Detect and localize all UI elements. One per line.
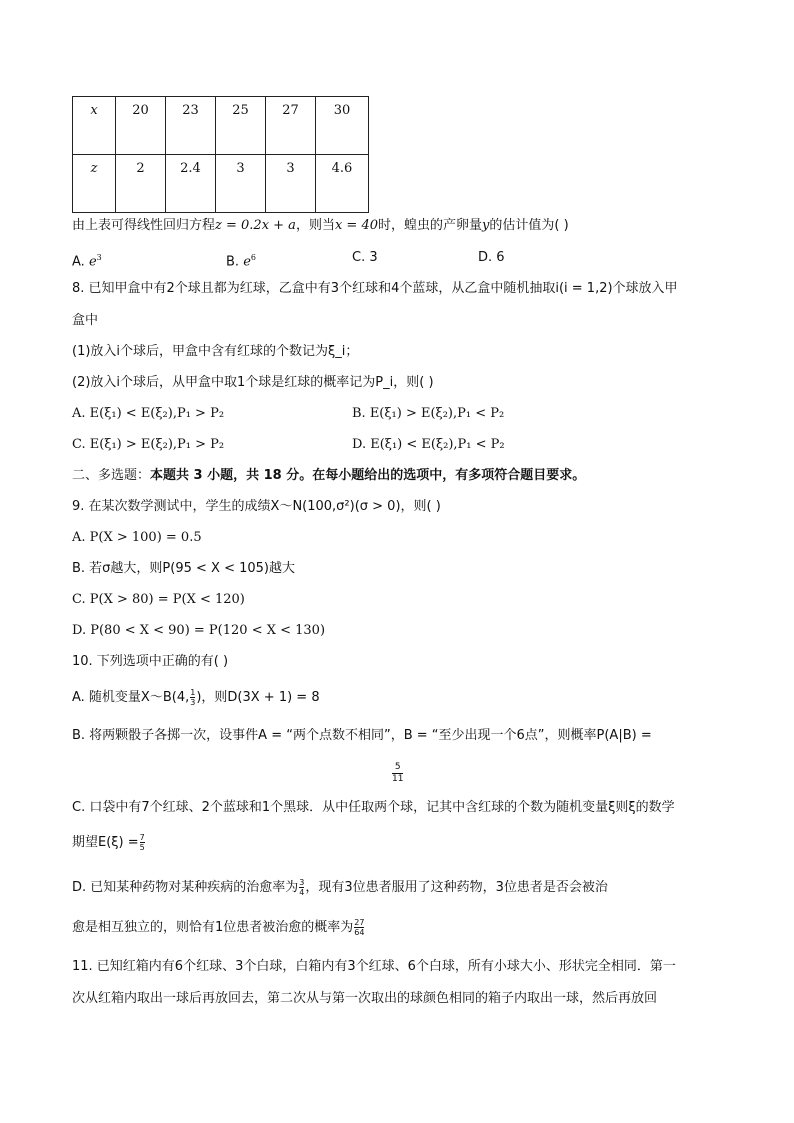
section-heading <box>72 466 585 486</box>
fraction <box>299 878 304 897</box>
q11-line1: 11. 已知红箱内有6个红球、3个白球，白箱内有3个红球、6个白球，所有小球大小、形状完全相同．第一 <box>72 959 676 974</box>
table-cell: z <box>73 155 116 213</box>
text: A. <box>72 254 89 270</box>
table-row <box>73 97 369 155</box>
table-cell: 3 <box>266 155 316 213</box>
denominator: 4 <box>299 888 305 897</box>
table-cell: 27 <box>266 97 316 155</box>
table-cell: 2.4 <box>166 155 216 213</box>
text: B. <box>226 254 244 270</box>
denominator: 5 <box>139 843 145 852</box>
text: 愈是相互独立的，则恰有1位患者被治愈的概率为 <box>72 920 354 935</box>
q9-stem: 9. 在某次数学测试中，学生的成绩X～N(100,σ²)(σ > 0)，则( ) <box>72 499 441 514</box>
text: 时，蝗虫的产卵量 <box>377 218 482 233</box>
table-row <box>73 155 369 213</box>
q10-option-c-line1: C. 口袋中有7个红球、2个蓝球和1个黑球．从中任取两个球，记其中含红球的个数为随机变量ξ则ξ的数学 <box>72 800 675 815</box>
table-cell: x <box>73 97 116 155</box>
q7-option-d: D. 6 <box>478 250 505 265</box>
fraction <box>354 918 364 937</box>
text: A. 随机变量X～B(4, <box>72 690 190 705</box>
math: z = 0.2x + a <box>215 218 296 233</box>
text: 由上表可得线性回归方程 <box>72 218 216 233</box>
math: 3 <box>96 253 102 262</box>
fraction <box>392 762 403 785</box>
q8-line4: (2)放入i个球后，从甲盒中取1个球是红球的概率记为P_i，则( ) <box>72 375 434 390</box>
q8-line2: 盒中 <box>72 313 99 328</box>
q9-option-b: B. 若σ越大，则P(95 < X < 105)越大 <box>72 561 295 576</box>
q10-option-b: B. 将两颗骰子各掷一次，设事件A = “两个点数不相同”，B = “至少出现一个6点”，则概率P(A|B) = <box>72 728 652 743</box>
section-desc: 本题共 3 小题，共 18 分。在每小题给出的选项中，有多项符合题目要求。 <box>150 468 586 483</box>
numerator: 3 <box>299 878 305 887</box>
data-table <box>72 96 369 213</box>
text: 期望E(ξ) = <box>72 835 139 850</box>
text: 的估计值为( ) <box>489 218 569 233</box>
q10-option-c-line2 <box>72 833 146 853</box>
math: e <box>243 254 251 270</box>
q8-line3: (1)放入i个球后，甲盒中含有红球的个数记为ξ_i； <box>72 344 359 359</box>
text: D. 已知某种药物对某种疾病的治愈率为 <box>72 880 299 895</box>
q9-option-c: C. P(X > 80) = P(X < 120) <box>72 592 245 607</box>
numerator: 1 <box>190 688 196 697</box>
q11-line2: 次从红箱内取出一球后再放回去，第二次从与第一次取出的球颜色相同的箱子内取出一球，然后再放回 <box>72 991 658 1006</box>
q10-option-d-line2 <box>72 918 365 938</box>
q9-option-d: D. P(80 < X < 90) = P(120 < X < 130) <box>72 623 326 638</box>
table-cell: 2 <box>116 155 166 213</box>
table-cell: 4.6 <box>316 155 369 213</box>
numerator: 7 <box>139 833 145 842</box>
table-cell: 20 <box>116 97 166 155</box>
denominator: 3 <box>190 698 196 707</box>
table-cell: 25 <box>216 97 266 155</box>
q8-option-c: C. E(ξ₁) > E(ξ₂),P₁ > P₂ <box>72 437 225 452</box>
q9-option-a: A. P(X > 100) = 0.5 <box>72 530 202 545</box>
math: 6 <box>250 253 256 262</box>
text: ，则当 <box>295 218 335 233</box>
q8-option-a: A. E(ξ₁) < E(ξ₂),P₁ > P₂ <box>72 406 225 421</box>
q7-option-b <box>226 248 256 272</box>
q8-option-d: D. E(ξ₁) < E(ξ₂),P₁ < P₂ <box>352 437 505 452</box>
denominator: 64 <box>354 928 365 937</box>
math: x = 40 <box>334 218 378 233</box>
math: y <box>482 218 490 233</box>
numerator: 27 <box>354 918 365 927</box>
table-cell: 3 <box>216 155 266 213</box>
q7-option-a <box>72 248 102 272</box>
q8-option-b: B. E(ξ₁) > E(ξ₂),P₁ < P₂ <box>352 406 505 421</box>
q10-option-d-line1 <box>72 878 608 898</box>
section-title: 二、多选题： <box>72 468 151 483</box>
q8-line1: 8. 已知甲盒中有2个球且都为红球，乙盒中有3个红球和4个蓝球，从乙盒中随机抽取i(i = 1,2)个球放入甲 <box>72 281 678 296</box>
math: e <box>88 254 97 270</box>
text: ，现有3位患者服用了这种药物，3位患者是否会被治 <box>305 880 608 895</box>
fraction <box>190 688 195 707</box>
fraction <box>140 833 145 852</box>
denominator: 11 <box>392 774 404 784</box>
q7-stem <box>72 216 569 236</box>
q7-option-c: C. 3 <box>352 250 378 265</box>
table-cell: 30 <box>316 97 369 155</box>
text: )，则D(3X + 1) = 8 <box>196 690 320 705</box>
numerator: 5 <box>394 762 401 772</box>
q10-stem: 10. 下列选项中正确的有( ) <box>72 654 229 669</box>
table-cell: 23 <box>166 97 216 155</box>
q10-option-a <box>72 688 320 708</box>
